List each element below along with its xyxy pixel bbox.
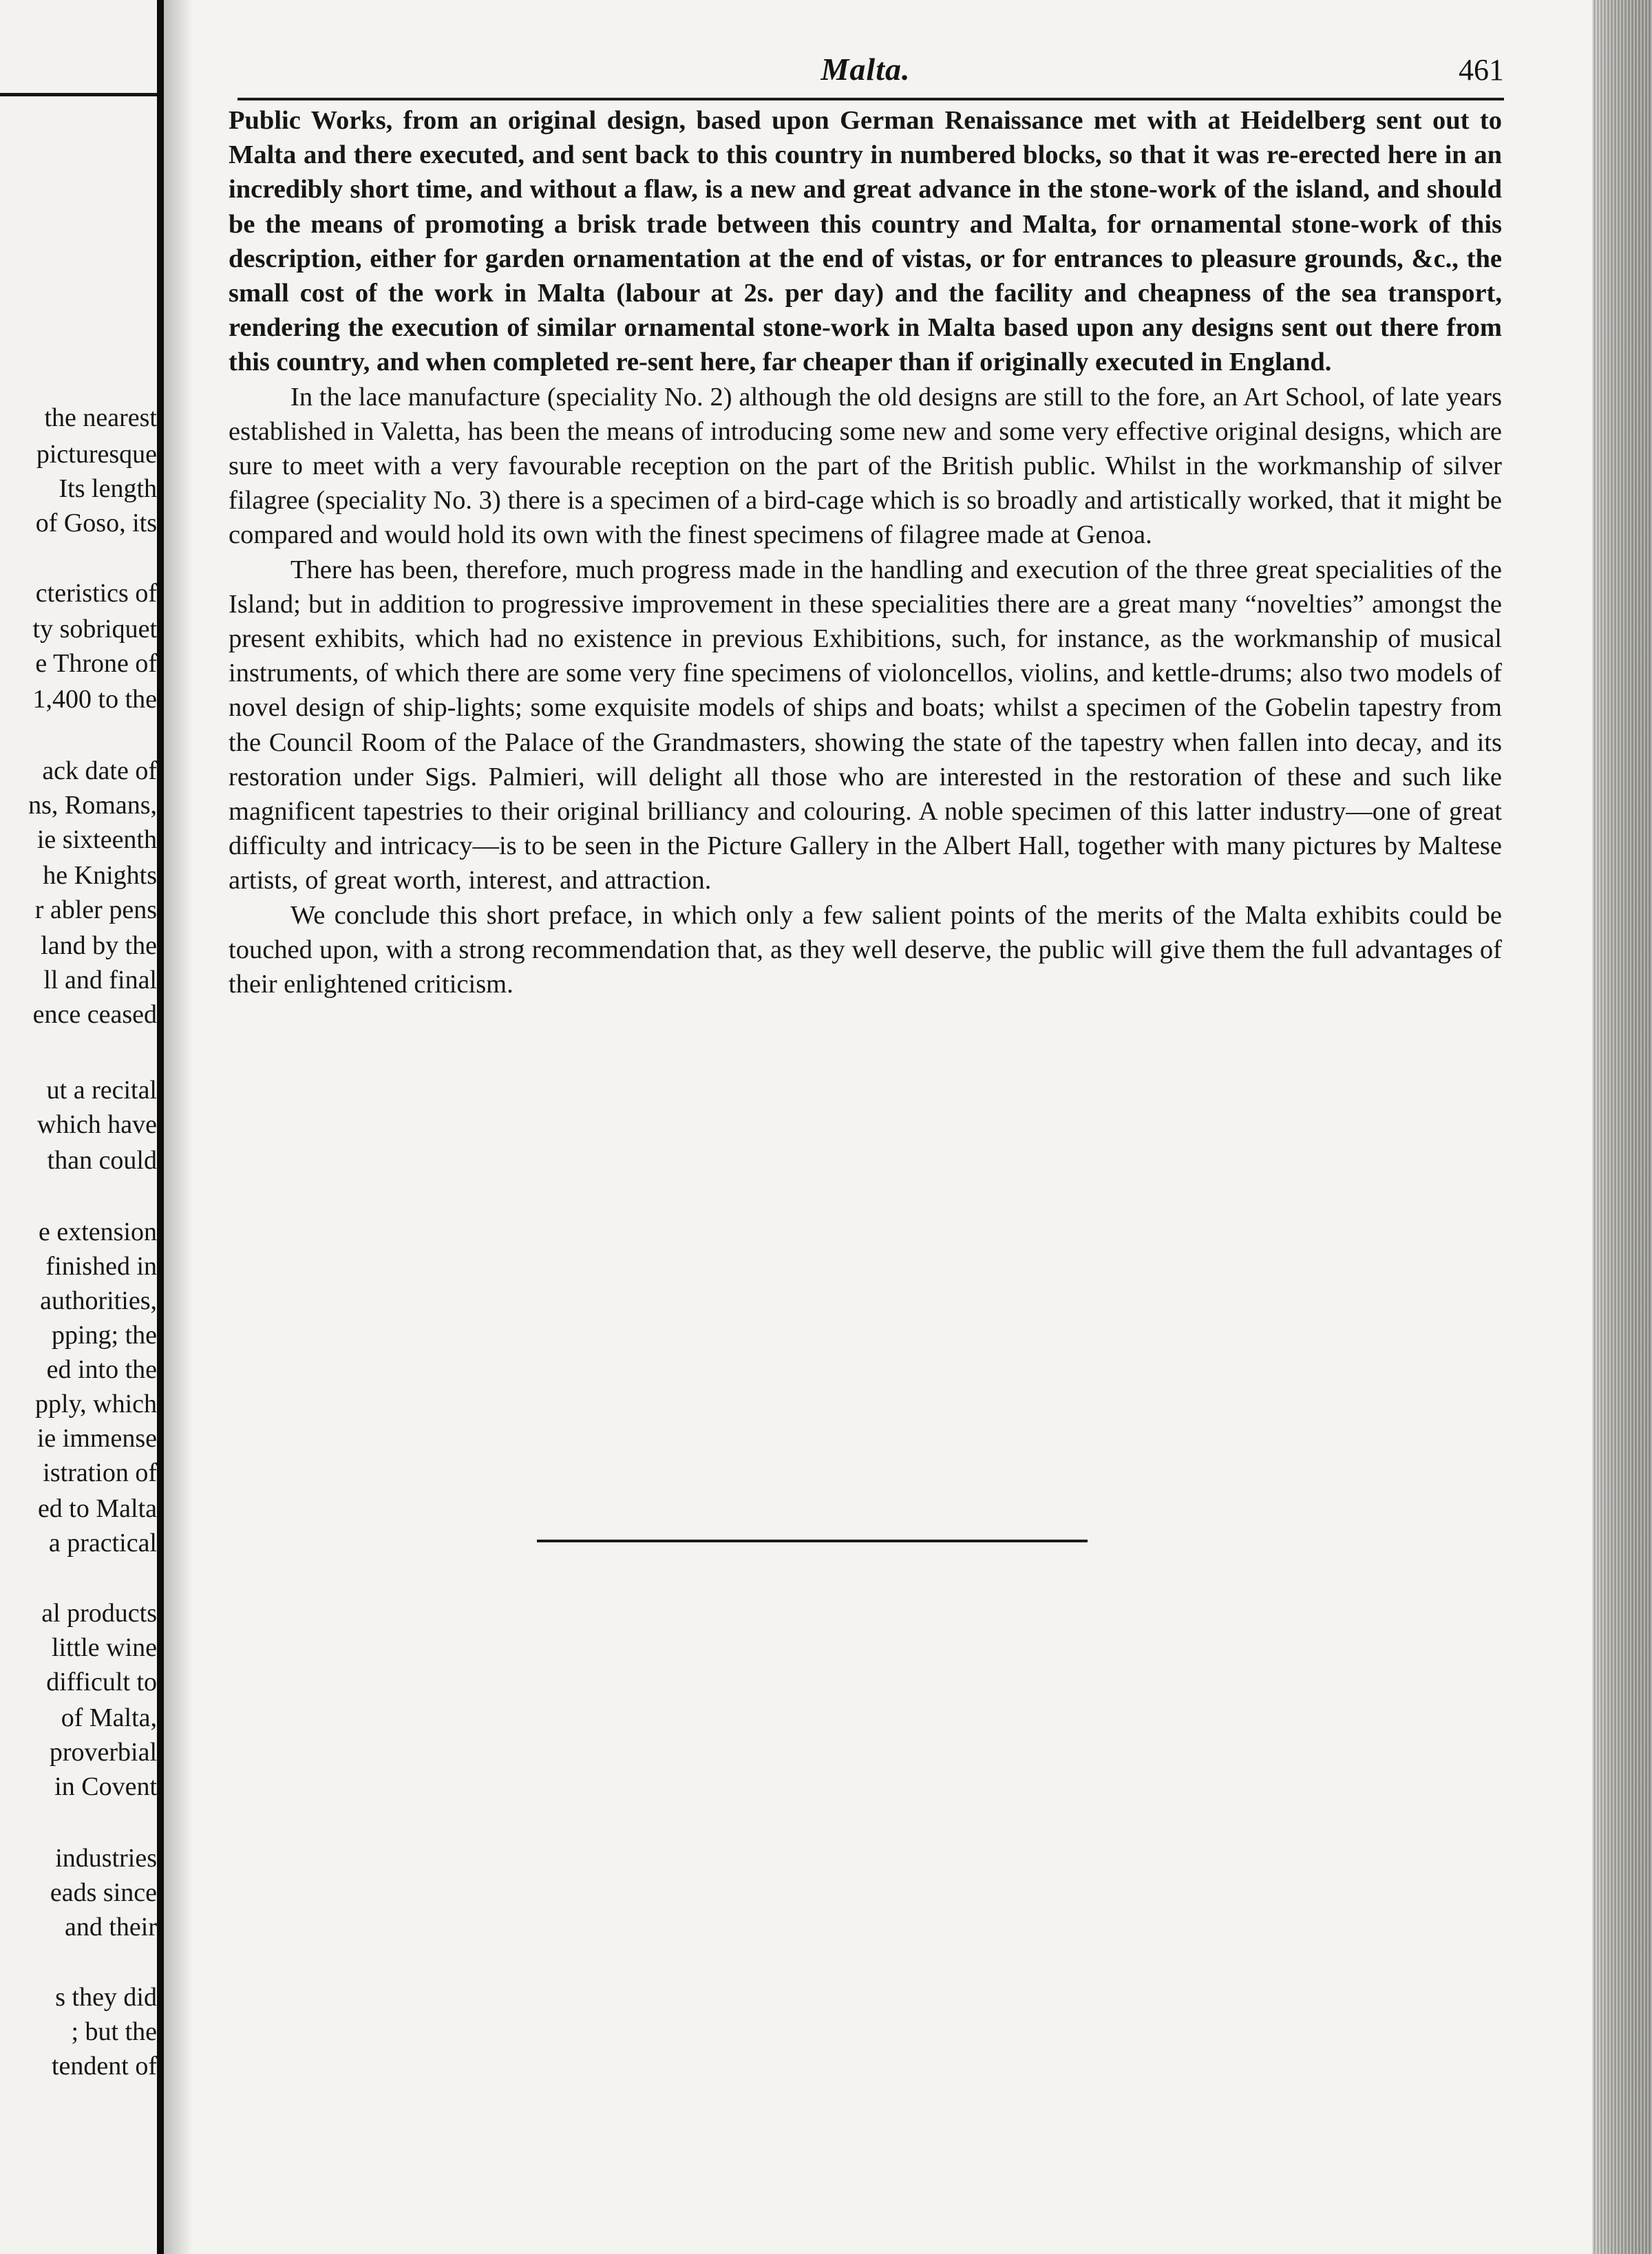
- left-margin-line: of Malta,: [61, 1703, 157, 1732]
- left-margin-line: ll and final: [43, 966, 157, 995]
- left-margin-line: eads since: [50, 1878, 157, 1907]
- paragraph-stonework: Public Works, from an original design, based upon German Renaissance met with at Heidelberg sent out to Malta and there executed, and sent back to this country in numbered blocks, so that it was re-erected here in an incredibly short time, and without a flaw, is a new and great advance in the stone-work of the island, and should be the means of promoting a brisk trade between this country and Malta, for ornamental stone-work of this description, either for garden ornamentation at the end of vistas, or for entrances to pleasure grounds, &c., the small cost of the work in Malta (labour at 2s. per day) and the facility and cheapness of the sea transport, rendering the execution of similar ornamental stone-work in Malta based upon any designs sent out there from this country, and when completed re-sent here, far cheaper than if originally executed in England.: [229, 106, 1502, 377]
- running-title: Malta.: [820, 52, 911, 87]
- left-margin-line: al products: [41, 1599, 157, 1628]
- body-text: [229, 103, 1502, 1001]
- left-margin-line: ns, Romans,: [28, 791, 157, 820]
- book-gutter: [157, 0, 164, 2254]
- left-margin-line: ie sixteenth: [36, 825, 157, 854]
- left-margin-line: than could: [47, 1146, 157, 1175]
- left-margin-line: s they did: [55, 1983, 157, 2012]
- left-margin-line: ie immense: [36, 1424, 157, 1453]
- left-margin-line: a practical: [48, 1529, 157, 1557]
- left-margin-line: ; but the: [71, 2017, 157, 2046]
- left-margin-line: industries: [55, 1844, 157, 1873]
- left-margin-line: 1,400 to the: [32, 685, 157, 714]
- left-margin-line: pply, which: [35, 1390, 157, 1418]
- left-margin-line: ed to Malta: [37, 1494, 157, 1523]
- left-margin-line: r abler pens: [34, 895, 157, 924]
- left-margin-line: cteristics of: [35, 579, 157, 608]
- left-margin-line: Its length: [59, 474, 157, 503]
- left-margin-line: ty sobriquet: [32, 615, 157, 644]
- page-edge-lines: [1592, 0, 1652, 2254]
- left-margin-line: ed into the: [46, 1355, 157, 1384]
- page-header: [227, 45, 1504, 95]
- left-margin-line: the nearest: [44, 403, 157, 432]
- paragraph-progress: There has been, therefore, much progress made in the handling and execution of the three great specialities of the Island; but in addition to progressive improvement in these specialities there are a great many “novelties” amongst the present exhibits, which had no existence in previous Exhibitions, such, for instance, as the workmanship of musical instruments, of which there are some very fine specimens of violoncellos, violins, and kettle-drums; also two models of novel design of ship-lights; some exquisite models of ships and boats; whilst a specimen of the Gobelin tapestry from the Council Room of the Palace of the Grandmasters, showing the state of the tapestry when fallen into decay, and its restoration under Sigs. Palmieri, will delight all those who are interested in the restoration of these and such like magnificent tapestries to their original brilliancy and colouring. A noble specimen of this latter industry—one of great difficulty and intricacy—is to be seen in the Picture Gallery in the Albert Hall, together with many pictures by Maltese artists, of great worth, interest, and attraction.: [229, 555, 1502, 895]
- left-margin-line: e extension: [38, 1218, 157, 1246]
- left-margin-line: of Goso, its: [35, 509, 157, 538]
- closing-rule: [537, 1540, 1088, 1542]
- left-margin-line: ence ceased: [32, 1000, 157, 1029]
- left-margin-line: tendent of: [51, 2052, 157, 2081]
- left-margin-line: finished in: [45, 1252, 157, 1281]
- paragraph-lace: In the lace manufacture (speciality No. 2) although the old designs are still to the fore, an Art School, of late years established in Valetta, has been the means of introducing some new and some very effective original designs, which are sure to meet with a very favourable reception on the part of the British public. Whilst in the workmanship of silver filagree (speciality No. 3) there is a specimen of a bird-cage which is so broadly and artistically worked, that it might be compared and would hold its own with the finest specimens of filagree made at Genoa.: [229, 382, 1502, 550]
- page-number: 461: [1459, 53, 1504, 87]
- left-margin-line: authorities,: [40, 1286, 157, 1315]
- left-margin-line: ack date of: [42, 756, 157, 785]
- left-margin-line: little wine: [51, 1633, 157, 1662]
- left-margin-line: pping; the: [51, 1321, 157, 1350]
- left-page-fragment: [0, 0, 157, 2254]
- header-rule: [237, 98, 1504, 100]
- left-margin-line: in Covent: [54, 1772, 157, 1801]
- left-margin-line: ut a recital: [46, 1076, 157, 1105]
- left-margin-line: land by the: [41, 931, 157, 960]
- left-margin-line: difficult to: [46, 1668, 157, 1697]
- left-margin-line: picturesque: [36, 440, 157, 469]
- left-margin-line: and their: [64, 1913, 157, 1942]
- left-margin-line: proverbial: [49, 1738, 157, 1767]
- left-margin-line: he Knights: [43, 861, 157, 890]
- left-page-header-rule: [0, 93, 157, 96]
- left-margin-line: e Throne of: [35, 649, 157, 678]
- paragraph-conclusion: We conclude this short preface, in which only a few salient points of the merits of the Malta exhibits could be touched upon, with a strong recommendation that, as they well deserve, the public will give them the full advantages of their enlightened criticism.: [229, 900, 1502, 999]
- left-margin-line: which have: [36, 1110, 157, 1139]
- gutter-shadow: [164, 0, 193, 2254]
- left-margin-line: istration of: [43, 1458, 157, 1487]
